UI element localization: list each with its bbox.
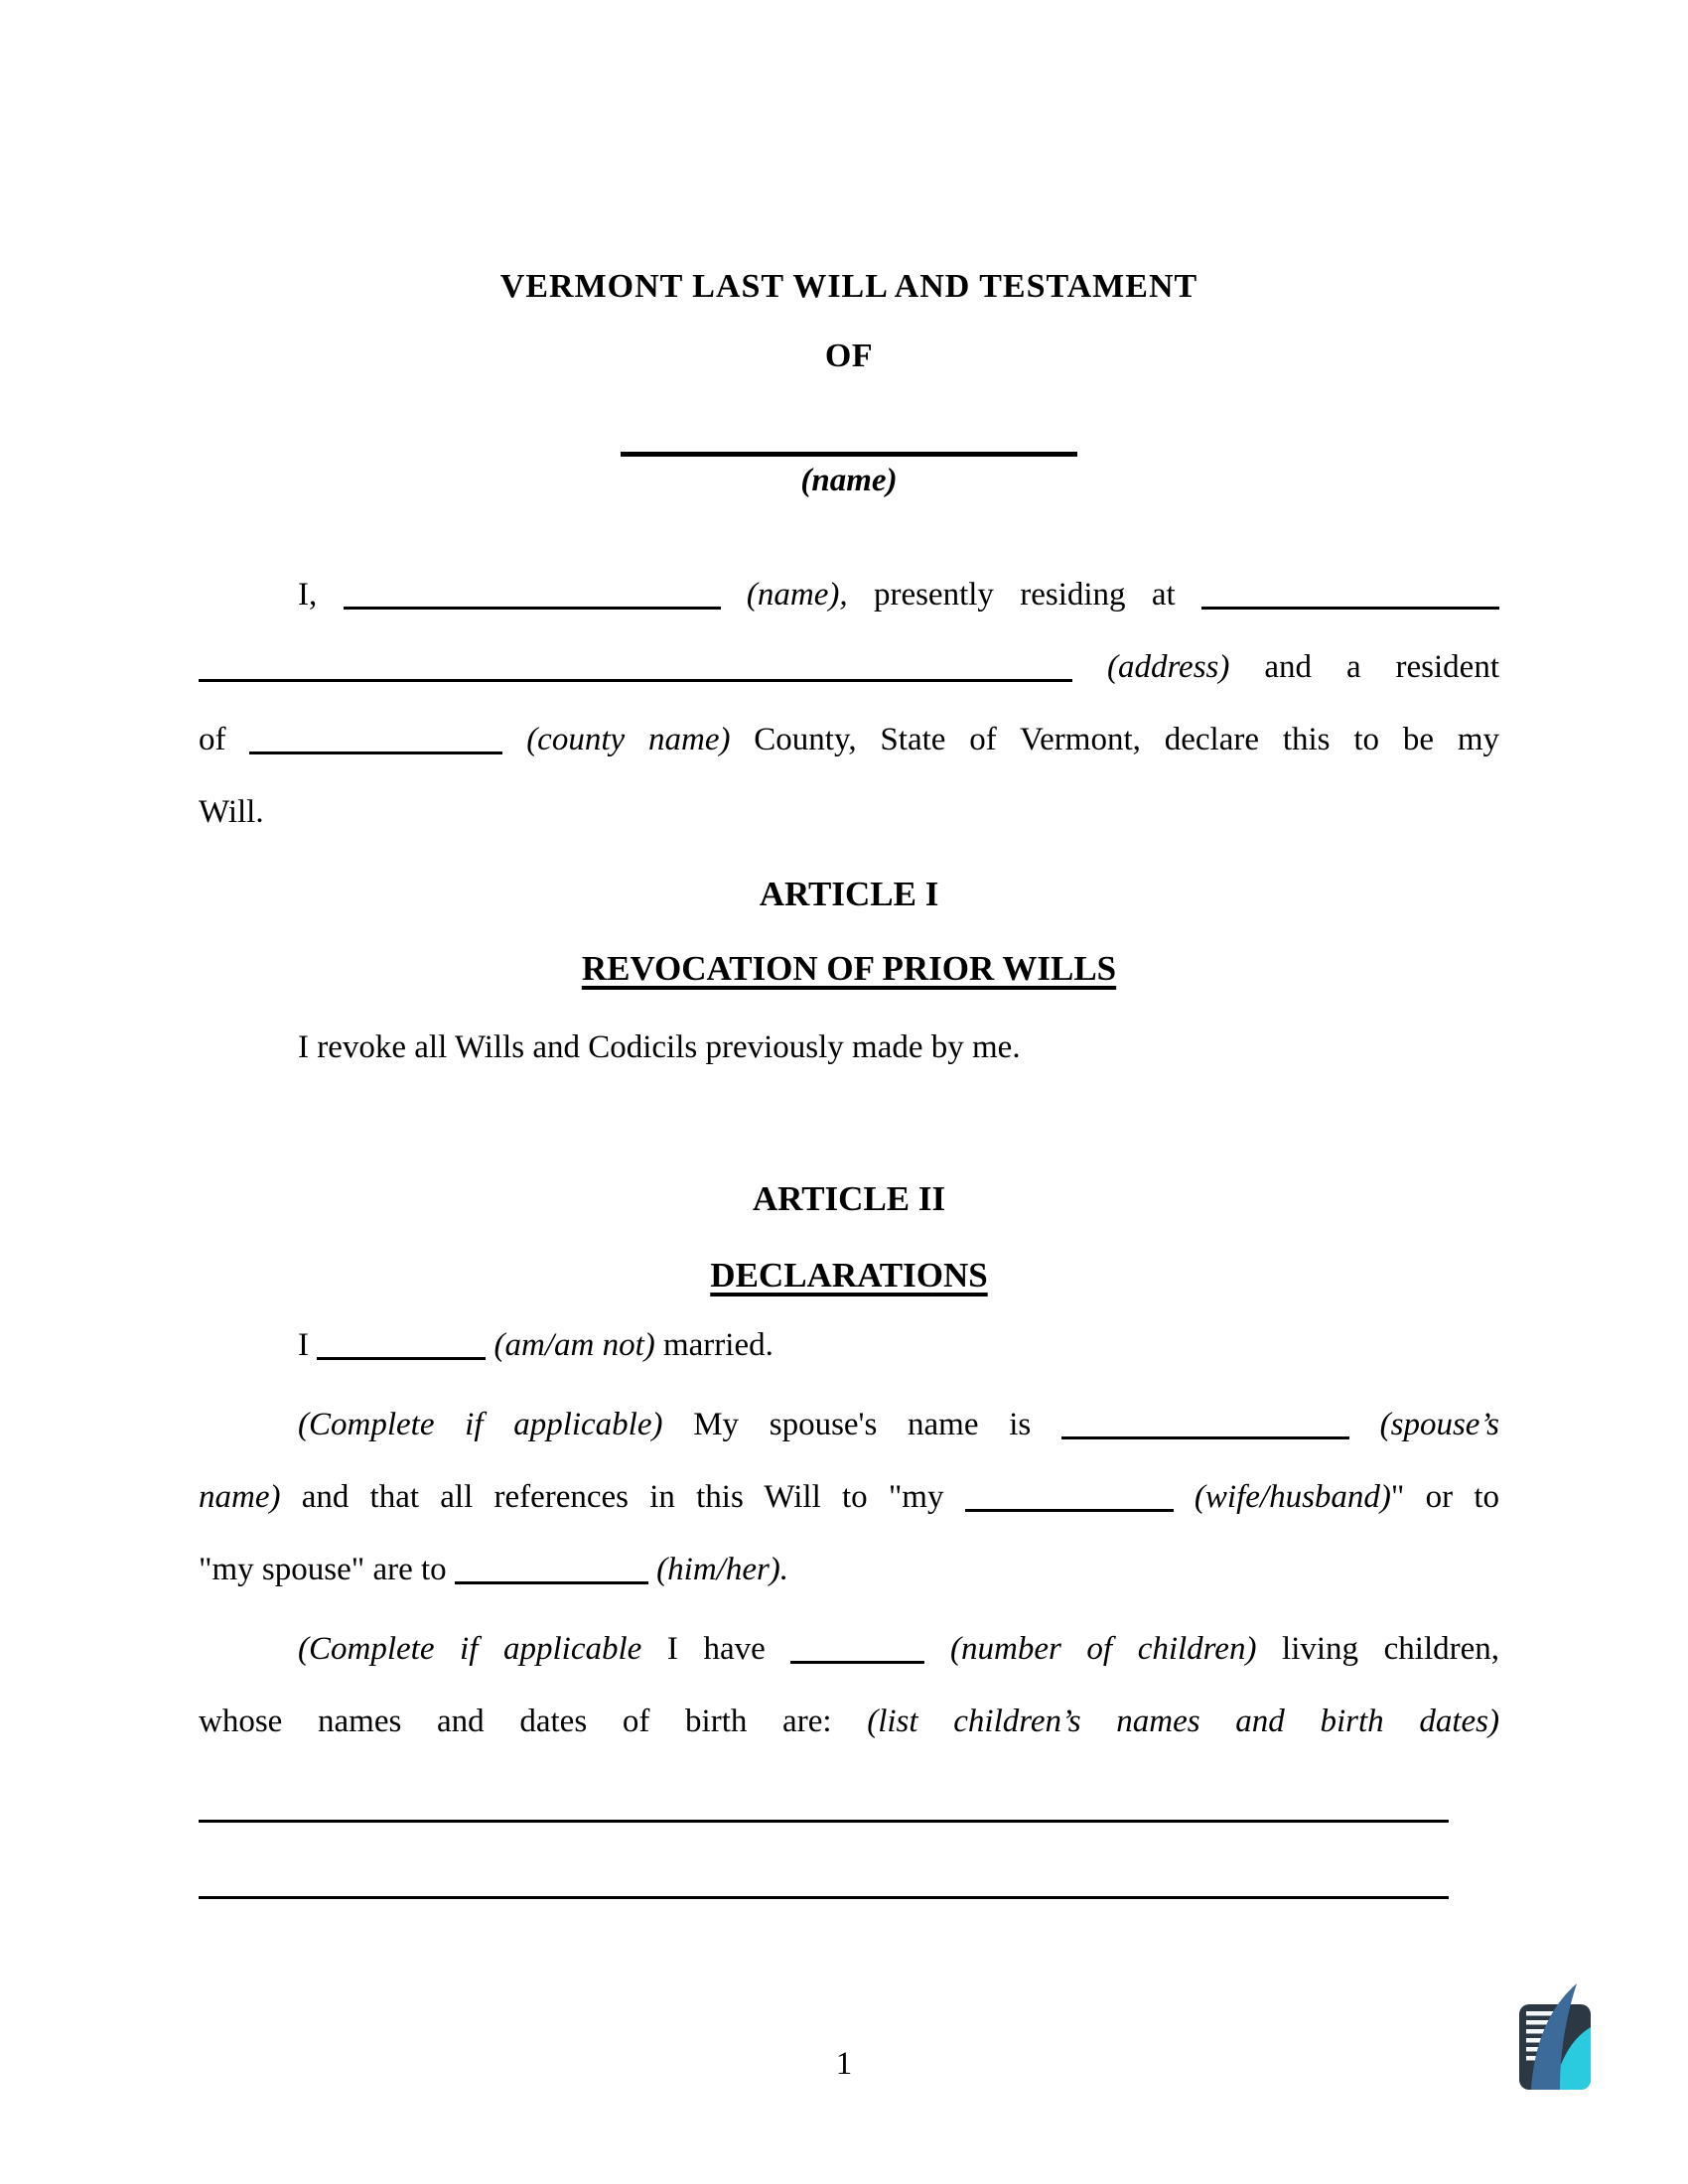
my-spouse-are-to: "my spouse" are to <box>199 1552 447 1587</box>
document-body <box>199 0 1499 1899</box>
complete-if-applicable-hint-2: (Complete if applicable <box>298 1631 642 1667</box>
opening-line-4 <box>199 776 1499 849</box>
blank-wife-husband[interactable] <box>965 1509 1174 1512</box>
opening-of: of <box>199 722 226 757</box>
spouse-to: to <box>1474 1479 1499 1515</box>
children-count-hint: (number of children) <box>950 1631 1257 1667</box>
married-hint: (am/am not) <box>493 1327 655 1363</box>
declarations-heading-text: DECLARATIONS <box>710 1256 988 1295</box>
name-blank-line[interactable] <box>621 452 1077 457</box>
spouse-line-3 <box>199 1534 1499 1606</box>
county-hint: (county name) <box>526 722 731 757</box>
blank-county[interactable] <box>249 751 502 754</box>
revocation-heading-text: REVOCATION OF PRIOR WILLS <box>581 949 1117 988</box>
document-title-of: OF <box>824 338 874 374</box>
name-caption: (name) <box>800 463 898 498</box>
blank-him-her[interactable] <box>455 1581 648 1584</box>
spouse-paragraph <box>199 1389 1499 1606</box>
children-line-2 <box>199 1686 1499 1758</box>
article-i-heading: ARTICLE I <box>759 875 939 913</box>
married-word: married. <box>662 1327 774 1363</box>
children-i-have: I have <box>666 1631 766 1667</box>
closing-quote: " <box>1390 1479 1405 1515</box>
revocation-body-text: I revoke all Wills and Codicils previously made by me. <box>298 1029 1021 1065</box>
opening-declare: County, State of Vermont, declare this to be my <box>754 722 1500 757</box>
spouse-line-1 <box>199 1389 1499 1461</box>
blank-married-status[interactable] <box>317 1357 486 1360</box>
spouse-line-2 <box>199 1461 1499 1534</box>
married-line <box>199 1309 1499 1382</box>
opening-paragraph <box>199 559 1499 849</box>
children-paragraph <box>199 1613 1499 1758</box>
document-title: VERMONT LAST WILL AND TESTAMENT <box>499 268 1198 305</box>
revocation-body <box>199 1012 1499 1084</box>
blank-address-1[interactable] <box>1201 607 1499 610</box>
children-line-1 <box>199 1613 1499 1686</box>
spouse-hint-open: (spouse’s <box>1379 1407 1500 1442</box>
declarations-heading <box>199 1256 1499 1296</box>
article-ii-heading: ARTICLE II <box>752 1179 946 1218</box>
married-i: I <box>298 1327 309 1363</box>
address-hint: (address) <box>1106 649 1230 685</box>
opening-will: Will. <box>199 794 264 830</box>
spouse-name-is: My spouse's name is <box>693 1407 1032 1442</box>
opening-line-1 <box>199 559 1499 631</box>
children-list-line-2[interactable] <box>199 1896 1449 1899</box>
opening-i: I, <box>298 577 318 613</box>
him-her-hint: (him/her). <box>656 1552 789 1587</box>
spouse-or: or <box>1425 1479 1454 1515</box>
children-birth-dates: whose names and dates of birth are: <box>199 1704 832 1739</box>
blank-testator-name[interactable] <box>344 607 721 610</box>
opening-line-2 <box>199 631 1499 704</box>
opening-line-3 <box>199 704 1499 776</box>
revocation-heading <box>199 949 1499 989</box>
spouse-hint-close: name) <box>199 1479 281 1515</box>
blank-spouse-name[interactable] <box>1061 1436 1349 1439</box>
children-living: living children, <box>1282 1631 1500 1667</box>
children-list-line-1[interactable] <box>199 1820 1449 1823</box>
blank-children-count[interactable] <box>790 1661 924 1664</box>
blank-address-2[interactable] <box>199 679 1072 682</box>
page-number: 1 <box>835 2046 853 2082</box>
opening-residing: presently residing at <box>873 577 1176 613</box>
complete-if-applicable-hint: (Complete if applicable) <box>298 1407 663 1442</box>
name-hint: (name), <box>746 577 848 613</box>
spouse-references: and that all references in this Will to "my <box>301 1479 944 1515</box>
opening-resident: and a resident <box>1264 649 1499 685</box>
children-list-hint: (list children’s names and birth dates) <box>867 1704 1499 1739</box>
wife-husband-hint: (wife/husband) <box>1194 1479 1391 1515</box>
formspal-logo <box>1519 1983 1591 2090</box>
